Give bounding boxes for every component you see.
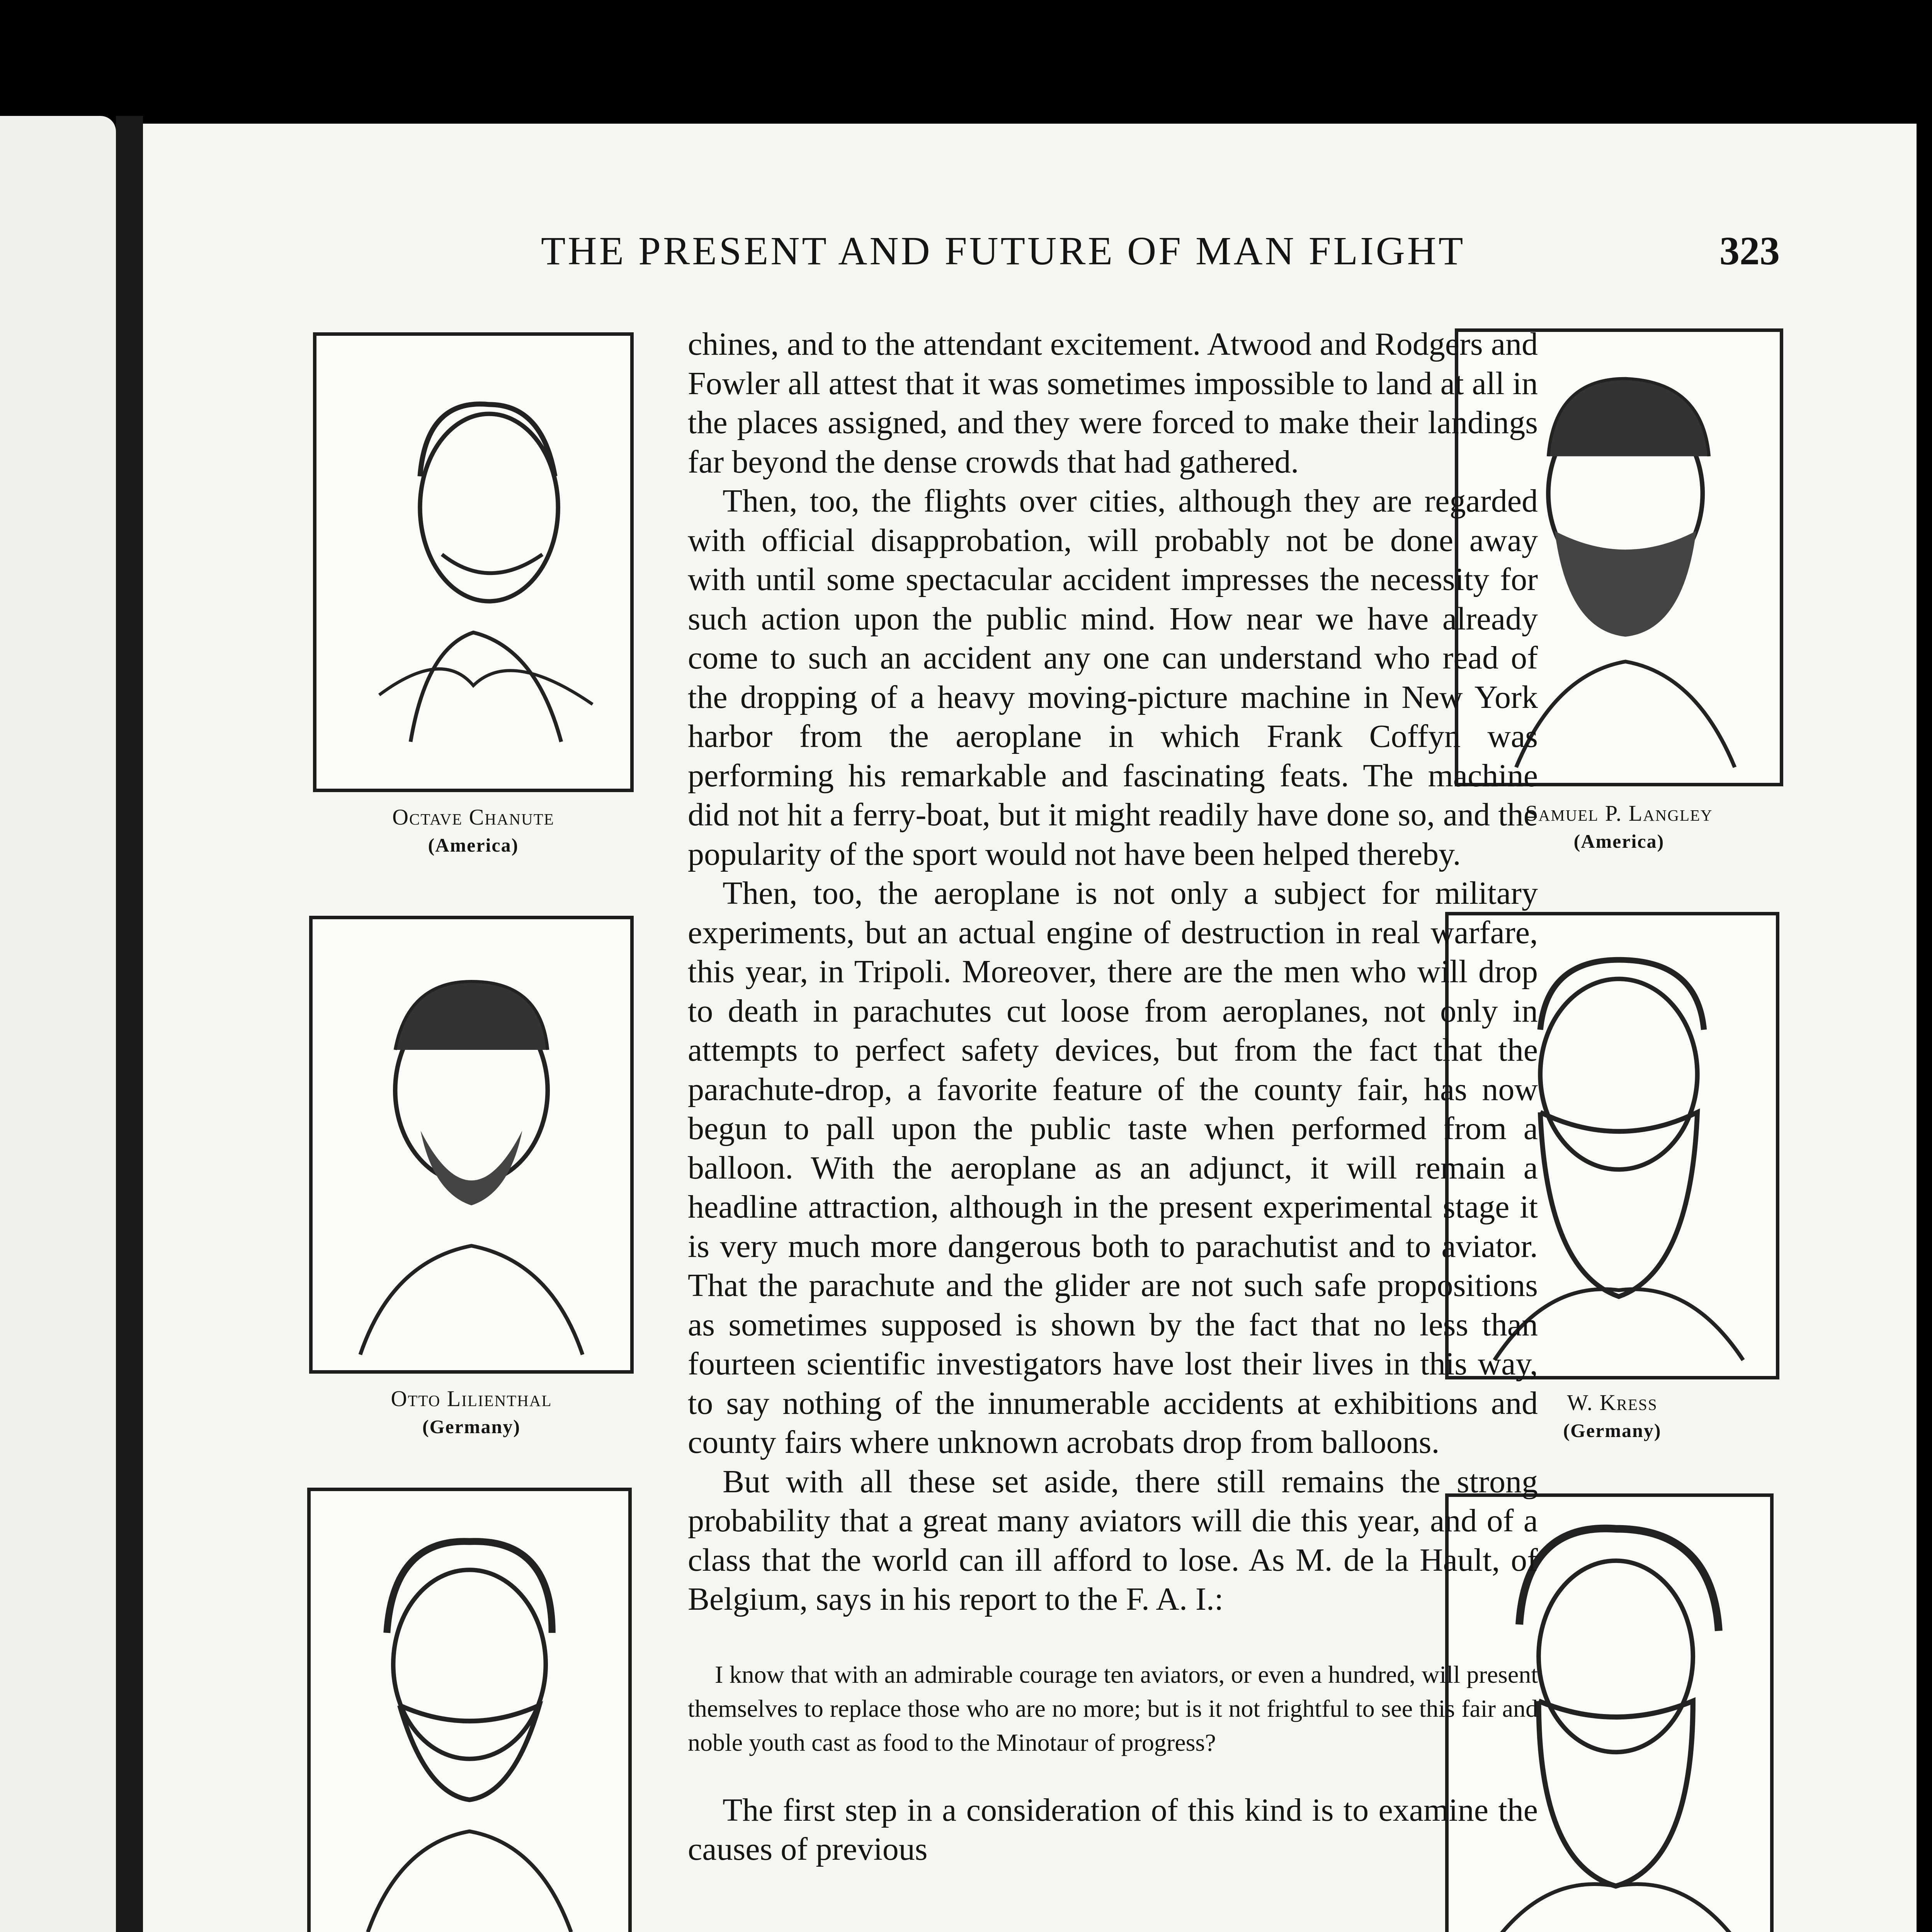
running-title: THE PRESENT AND FUTURE OF MAN FLIGHT <box>541 229 1466 273</box>
paragraph-1: chines, and to the attendant excitement. Atwood and Rodgers and Fowler all attest that it was sometimes impossible to land at all in the places assigned, and they were forced to make their landings far beyond the dense crowds that had gathered. <box>688 326 1538 480</box>
paragraph-5: The first step in a consideration of this kind is to examine the causes of previous <box>688 1792 1538 1867</box>
article-body <box>688 325 1538 1869</box>
running-header <box>143 228 1917 282</box>
paragraph-3: Then, too, the aeroplane is not only a subject for military experiments, but an actual engine of destruction in real warfare, this year, in Tripoli. Moreover, there are the men who will drop to death in parachutes cut loose from aeroplanes, not only in attempts to perfect safety devices, but from the fact that the parachute-drop, a favorite feature of the county fair, has now begun to pall upon the public taste when performed from a balloon. With the aeroplane as an adjunct, it will remain a headline attraction, although in the present experimental stage it is very much more dangerous both to parachutist and to aviator. That the parachute and the glider are not such safe propositions as sometimes supposed is shown by the fact that no less than fourteen scientific investigators have lost their lives in this way, to say nothing of the innumerable accidents at exhibitions and county fairs where unknown acrobats drop from balloons. <box>688 875 1538 1460</box>
portrait-sir-hiram-maxim <box>307 1488 632 1932</box>
portrait-octave-chanute <box>313 332 634 792</box>
portrait-otto-lilienthal <box>309 916 634 1374</box>
paragraph-2: Then, too, the flights over cities, although they are regarded with official disapprobation, will probably not be done away with until some spectacular accident impresses the necessity for such action upon the public mind. How near we have already come to such an accident any one can understand who read of the dropping of a heavy moving-picture machine in New York harbor from the aeroplane in which Frank Coffyn was performing his remarkable and fascinating feats. The machine did not hit a ferry-boat, but it might readily have done so, and the popularity of the sport would not have been helped thereby. <box>688 483 1538 872</box>
caption-otto-lilienthal: Otto Lilienthal (Germany) <box>391 1386 552 1437</box>
caption-samuel-p-langley: Samuel P. Langley (America) <box>1525 801 1713 852</box>
previous-page-edge <box>0 116 116 1932</box>
block-quote: I know that with an admirable courage ten aviators, or even a hundred, will present themselves to replace those who are no more; but is it not frightful to see this fair and noble youth cast as food to the Minotaur of progress? <box>688 1660 1538 1756</box>
caption-w-kress: W. Kress (Germany) <box>1563 1390 1662 1441</box>
caption-octave-chanute: Octave Chanute (America) <box>392 804 554 856</box>
paragraph-4: But with all these set aside, there still remains the strong probability that a great many aviators will die this year, and of a class that the world can ill afford to lose. As M. de la Hault, of Belgium, says in his report to the F. A. I.: <box>688 1463 1538 1617</box>
book-page <box>143 124 1917 1932</box>
book-spine <box>116 116 143 1932</box>
page-number: 323 <box>1719 229 1780 273</box>
